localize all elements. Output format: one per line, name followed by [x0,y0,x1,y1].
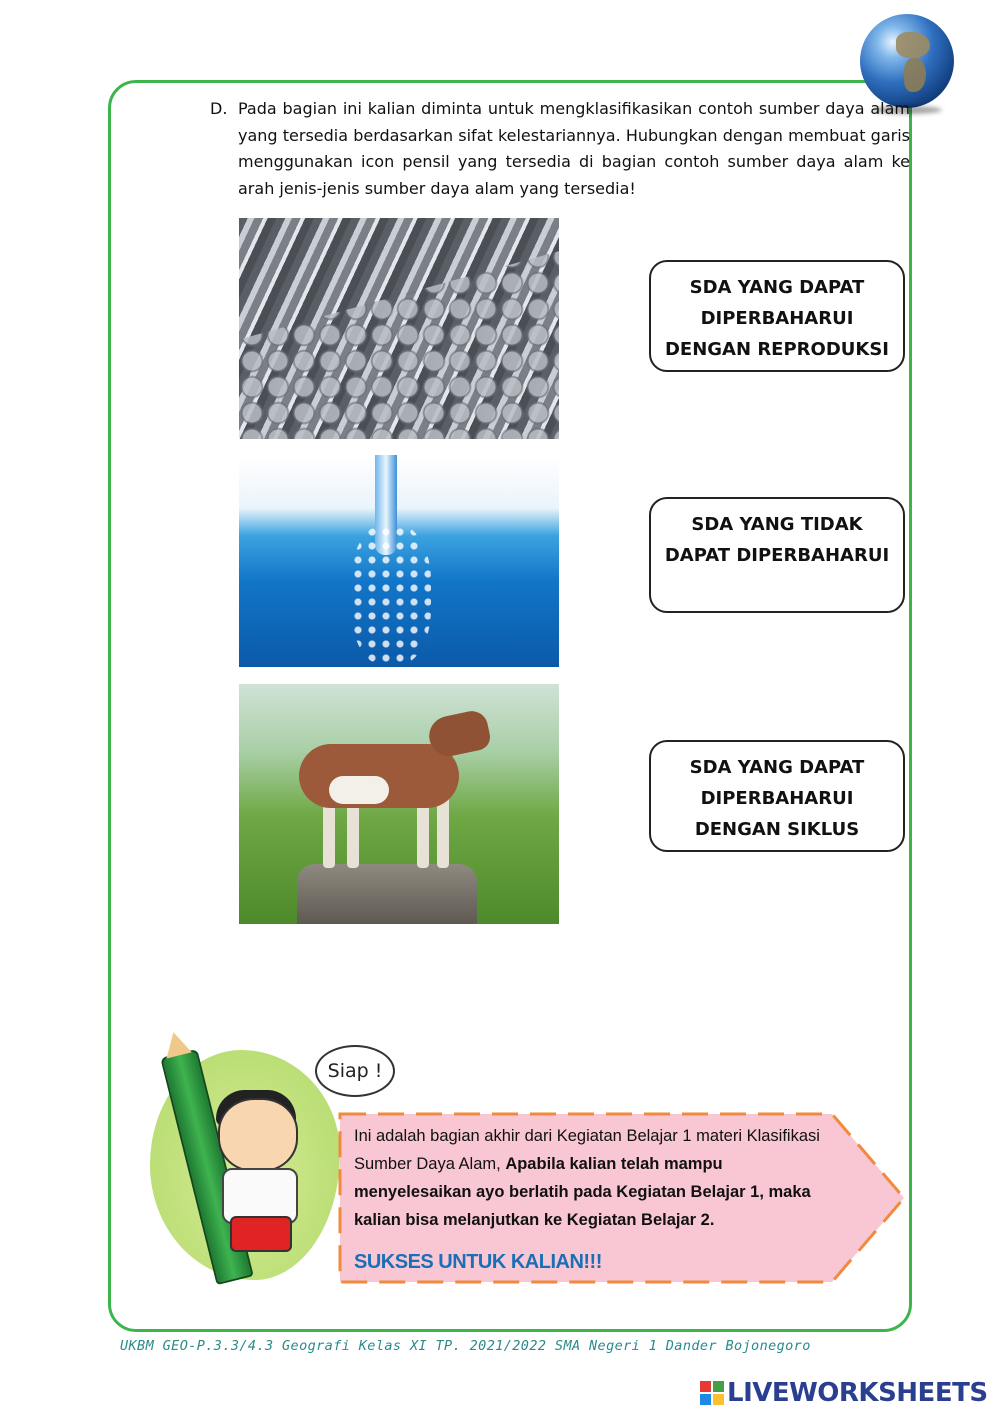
closing-banner [338,1112,906,1284]
steel-rods-image[interactable] [239,218,559,439]
option-reproduction[interactable]: SDA YANG DAPAT DIPERBAHARUI DENGAN REPRODUKSI [649,260,905,372]
instruction-letter: D. [210,99,228,118]
liveworksheets-logo-icon [700,1381,724,1405]
globe-icon [860,14,954,108]
instruction-text: Pada bagian ini kalian diminta untuk mengklasifikasikan contoh sumber daya alam yang tersedia berdasarkan sifat kelestariannya. Hubungkan dengan membuat garis menggunakan icon pensil yang tersedia di bagian contoh sumber daya alam ke arah jenis-jenis sumber daya alam yang tersedia! [238,99,910,198]
success-message: SUKSES UNTUK KALIAN!!! [354,1251,602,1273]
liveworksheets-text: LIVEWORKSHEETS [727,1378,988,1408]
liveworksheets-watermark [700,1378,988,1408]
footer-text: UKBM GEO-P.3.3/4.3 Geografi Kelas XI TP. 2021/2022 SMA Negeri 1 Dander Bojonegoro [120,1338,811,1354]
student-pencil-illustration [150,1030,340,1280]
closing-text-bold: Apabila kalian telah mampu menyelesaikan ayo berlatih pada Kegiatan Belajar 1, maka kalian bisa melanjutkan ke Kegiatan Belajar 2. [354,1155,811,1229]
instruction-block [210,96,910,202]
speech-bubble: Siap ! [315,1045,395,1097]
water-image[interactable] [239,455,559,667]
closing-text: Ini adalah bagian akhir dari Kegiatan Belajar 1 materi Klasifikasi Sumber Daya Alam, [354,1127,820,1173]
goat-image[interactable] [239,684,559,924]
option-non-renewable[interactable]: SDA YANG TIDAK DAPAT DIPERBAHARUI [649,497,905,613]
option-cycle[interactable]: SDA YANG DAPAT DIPERBAHARUI DENGAN SIKLUS [649,740,905,852]
